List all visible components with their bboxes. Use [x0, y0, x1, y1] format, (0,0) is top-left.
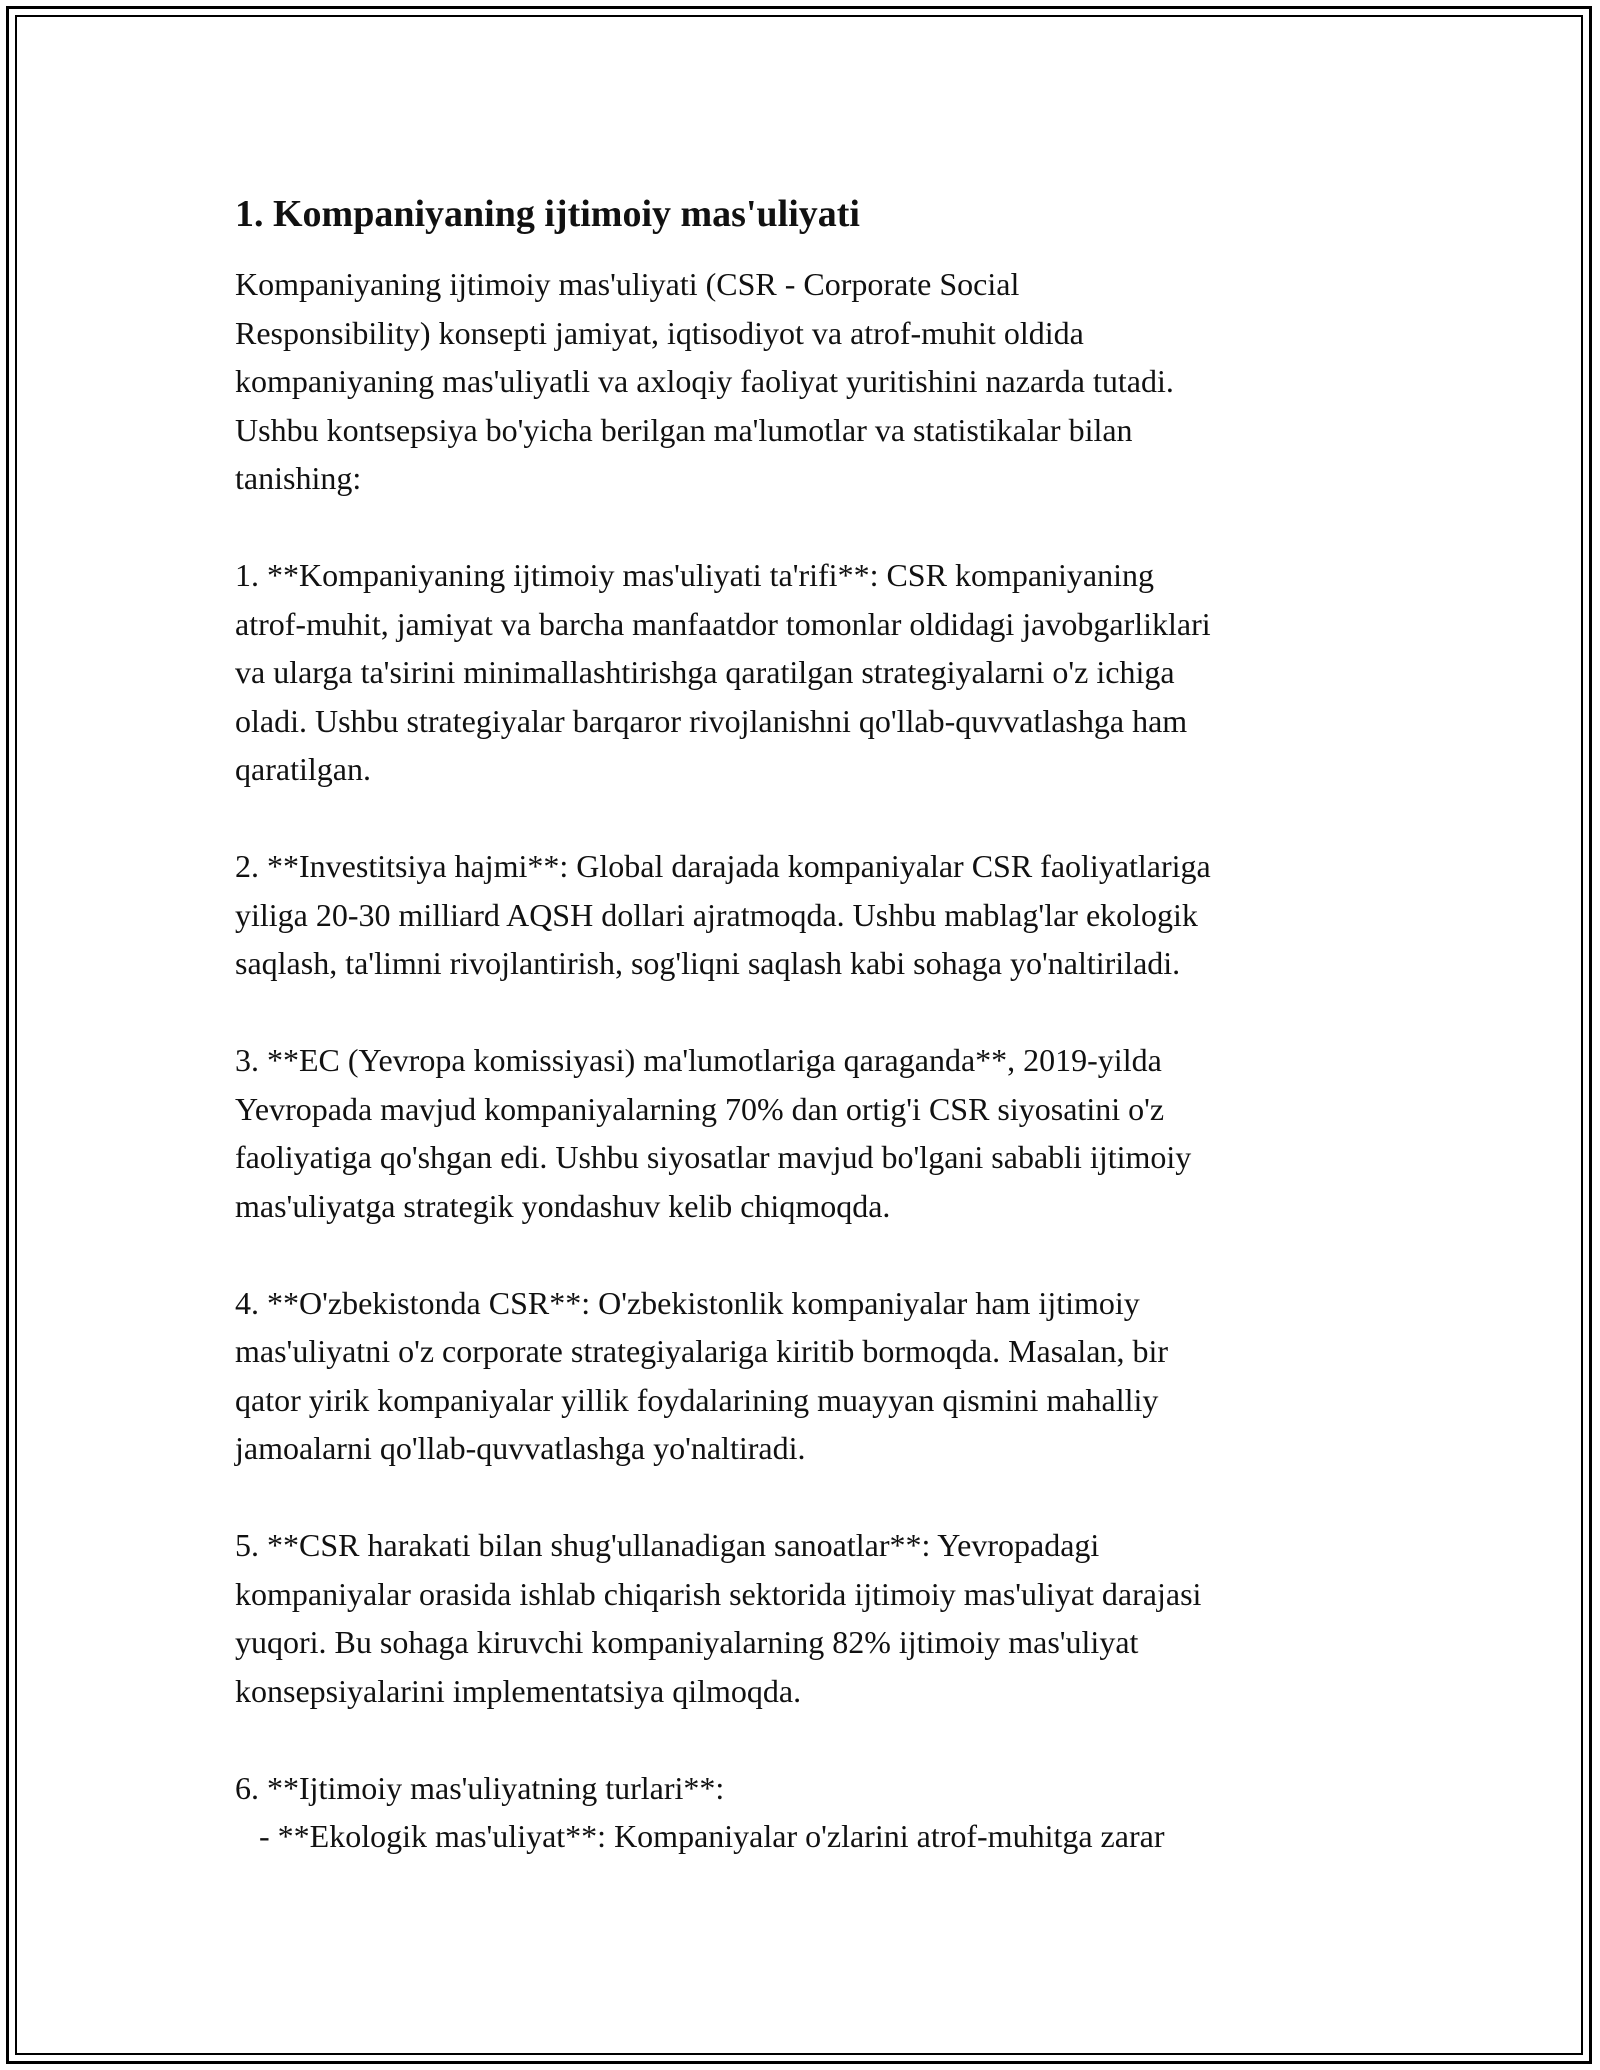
text-line: qaratilgan.	[235, 751, 371, 787]
text-line: konsepsiyalarini implementatsiya qilmoqda.	[235, 1672, 802, 1709]
text-line: Kompaniyaning ijtimoiy mas'uliyati (CSR - Corporate Social	[235, 266, 1020, 302]
paragraph-list	[235, 260, 1365, 1861]
text-line: 1. **Kompaniyaning ijtimoiy mas'uliyati ta'rifi**: CSR kompaniyaning	[235, 557, 1155, 593]
text-line: kompaniyalar orasida ishlab chiqarish sektorida ijtimoiy mas'uliyat darajasi	[235, 1575, 1202, 1612]
text-line: faoliyatiga qo'shgan edi. Ushbu siyosatlar mavjud bo'lgani sababli ijtimoiy	[235, 1139, 1192, 1175]
text-line: tanishing:	[235, 460, 362, 496]
document-body	[235, 190, 1365, 1861]
paragraph	[235, 260, 1365, 503]
text-line: yuqori. Bu sohaga kiruvchi kompaniyalarning 82% ijtimoiy mas'uliyat	[235, 1624, 1139, 1660]
text-line: Yevropada mavjud kompaniyalarning 70% dan ortig'i CSR siyosatini o'z	[235, 1090, 1165, 1127]
text-line: yiliga 20-30 milliard AQSH dollari ajratmoqda. Ushbu mablag'lar ekologik	[235, 896, 1198, 933]
text-line: mas'uliyatga strategik yondashuv kelib chiqmoqda.	[235, 1187, 891, 1224]
text-line: Responsibility) konsepti jamiyat, iqtisodiyot va atrof-muhit oldida	[235, 314, 1084, 351]
text-line: oladi. Ushbu strategiyalar barqaror rivojlanishni qo'llab-quvvatlashga ham	[235, 702, 1188, 739]
paragraph	[235, 1764, 1365, 1861]
text-line: jamoalarni qo'llab-quvvatlashga yo'naltiradi.	[235, 1430, 806, 1466]
text-line: 6. **Ijtimoiy mas'uliyatning turlari**:	[235, 1769, 725, 1806]
text-line: atrof-muhit, jamiyat va barcha manfaatdor tomonlar oldidagi javobgarliklari	[235, 605, 1211, 642]
paragraph	[235, 1279, 1365, 1473]
text-line: saqlash, ta'limni rivojlantirish, sog'liqni saqlash kabi sohaga yo'naltiriladi.	[235, 945, 1181, 981]
text-line: - **Ekologik mas'uliyat**: Kompaniyalar o'zlarini atrof-muhitga zarar	[235, 1818, 1165, 1854]
paragraph	[235, 1521, 1365, 1715]
text-line: kompaniyaning mas'uliyatli va axloqiy faoliyat yuritishini nazarda tutadi.	[235, 363, 1174, 399]
paragraph	[235, 1036, 1365, 1230]
text-line: qator yirik kompaniyalar yillik foydalarining muayyan qismini mahalliy	[235, 1381, 1159, 1418]
paragraph	[235, 551, 1365, 794]
text-line: mas'uliyatni o'z corporate strategiyalariga kiritib bormoqda. Masalan, bir	[235, 1333, 1169, 1369]
text-line: 4. **O'zbekistonda CSR**: O'zbekistonlik kompaniyalar ham ijtimoiy	[235, 1284, 1140, 1321]
section-heading: 1. Kompaniyaning ijtimoiy mas'uliyati	[235, 193, 860, 235]
text-line: 3. **EC (Yevropa komissiyasi) ma'lumotlariga qaraganda**, 2019-yilda	[235, 1042, 1162, 1078]
text-line: 2. **Investitsiya hajmi**: Global darajada kompaniyalar CSR faoliyatlariga	[235, 848, 1211, 884]
text-line: Ushbu kontsepsiya bo'yicha berilgan ma'lumotlar va statistikalar bilan	[235, 411, 1133, 448]
paragraph	[235, 842, 1365, 988]
text-line: va ularga ta'sirini minimallashtirishga qaratilgan strategiyalarni o'z ichiga	[235, 654, 1175, 690]
text-line: 5. **CSR harakati bilan shug'ullanadigan sanoatlar**: Yevropadagi	[235, 1527, 1100, 1563]
